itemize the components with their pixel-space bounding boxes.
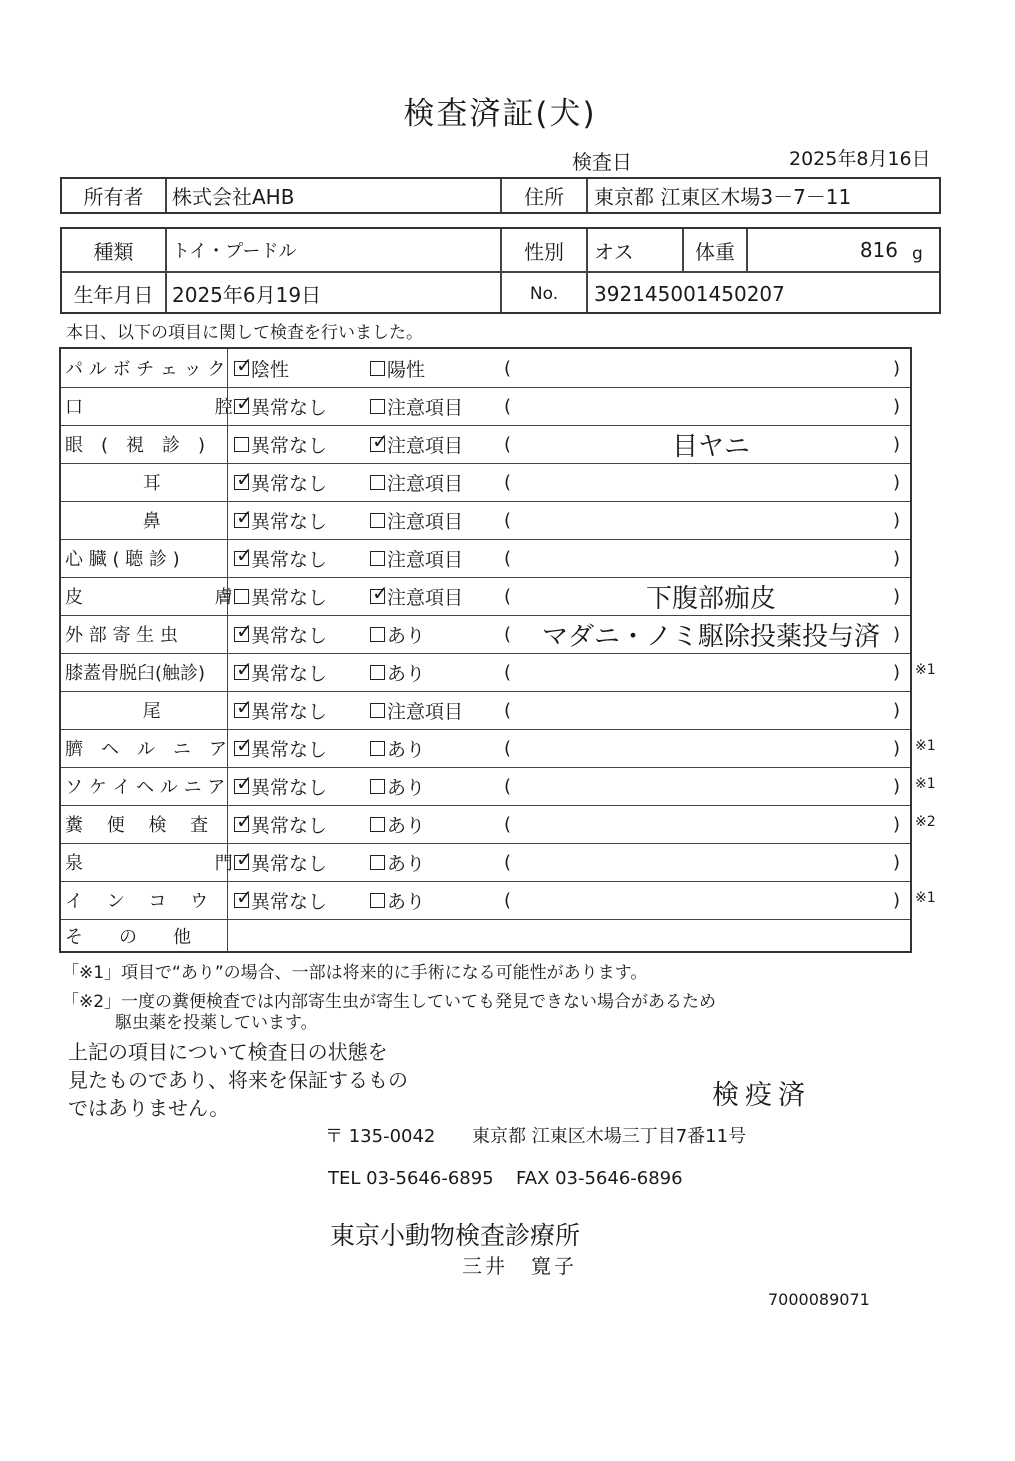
open-paren: ( [504,737,512,759]
exam-row [61,501,910,539]
exam-row [61,843,910,881]
exam-note [531,653,891,691]
exam-note [531,501,891,539]
option-normal[interactable]: ✓ 異常なし [236,504,328,533]
checkbox-icon[interactable] [370,513,385,528]
exam-note [531,463,891,501]
option-normal[interactable]: 異常なし [234,577,327,615]
exam-row [61,805,910,843]
close-paren: ) [893,509,901,531]
checkbox-icon[interactable] [234,770,253,795]
owner-box [60,177,941,214]
checkbox-icon[interactable] [370,703,385,718]
close-paren: ) [893,661,901,683]
close-paren: ) [893,433,901,455]
option-normal[interactable]: ✓ 異常なし [236,656,328,685]
checkbox-icon[interactable] [370,627,385,642]
check-mark-icon: ✓ [236,542,253,567]
weight-value: 816 [859,238,898,262]
open-paren: ( [504,699,512,721]
exam-note [531,843,891,881]
exam-note [531,691,891,729]
birthdate-label: 生年月日 [73,283,154,307]
option-normal[interactable]: ✓ 異常なし [236,390,328,419]
clinic-name: 東京小動物検査診療所 [330,1221,581,1250]
close-paren: ) [893,813,901,835]
option-abnormal[interactable]: 陽性 [370,349,425,387]
exam-note: マダニ・ノミ駆除投薬投与済 [541,621,880,652]
reference-mark: ※1 [915,662,936,678]
close-paren: ) [893,395,901,417]
exam-table [59,347,912,953]
disclaimer-line: ではありません。 [68,1096,230,1120]
checkbox-icon[interactable] [370,817,385,832]
intro-text: 本日、以下の項目に関して検査を行いました。 [66,323,423,343]
close-paren: ) [893,775,901,797]
check-mark-icon: ✓ [236,504,253,529]
checkbox-icon[interactable] [234,390,253,415]
breed-label: 種類 [93,239,134,264]
check-mark-icon: ✓ [236,618,253,643]
exam-item-label: 口 腔 [65,397,233,418]
check-mark-icon: ✓ [236,770,253,795]
checkbox-icon[interactable] [370,361,385,376]
exam-row [61,653,910,691]
option-normal[interactable]: ✓ 異常なし [236,846,328,875]
exam-row [61,729,910,767]
close-paren: ) [893,889,901,911]
option-normal[interactable]: ✓ 異常なし [236,694,328,723]
checkbox-icon[interactable] [234,618,253,643]
exam-row [61,349,910,387]
checkbox-icon[interactable] [370,399,385,414]
option-abnormal[interactable]: 注意項目 [370,387,463,425]
option-normal[interactable]: ✓ 異常なし [236,884,328,913]
exam-item-label: 外 部 寄 生 虫 [65,625,178,646]
postal-code: 〒 135-0042 [325,1126,436,1147]
exam-item-label: 尾 [65,701,161,722]
open-paren: ( [504,433,512,455]
exam-note [531,805,891,843]
footnote-2-line2: 駆虫薬を投薬しています。 [115,1013,318,1033]
checkbox-icon[interactable] [370,855,385,870]
check-mark-icon: ✓ [236,656,253,681]
exam-note [531,881,891,919]
exam-note [531,387,891,425]
checkbox-icon[interactable] [234,884,253,909]
pet-info-box [60,227,941,314]
checkbox-icon[interactable] [370,428,389,453]
check-mark-icon: ✓ [236,846,253,871]
weight-unit: g [912,244,923,264]
tel: TEL 03-5646-6895 [328,1168,494,1189]
close-paren: ) [893,851,901,873]
open-paren: ( [504,661,512,683]
checkbox-icon[interactable] [234,504,253,529]
checkbox-icon[interactable] [370,580,389,605]
checkbox-icon[interactable] [234,437,249,452]
option-abnormal[interactable]: あり [370,615,425,653]
option-abnormal[interactable]: あり [370,767,425,805]
exam-item-label: ソ ケ イ ヘ ル ニ ア [65,777,226,798]
option-normal[interactable]: ✓ 異常なし [236,466,328,495]
checkbox-icon[interactable] [370,551,385,566]
other-label: そ の 他 [65,927,191,948]
check-mark-icon: ✓ [236,694,253,719]
checkbox-icon[interactable] [370,741,385,756]
close-paren: ) [893,699,901,721]
owner-label: 所有者 [83,185,144,209]
option-normal[interactable]: ✓ 異常なし [236,618,328,647]
exam-date-value: 2025年8月16日 [789,148,931,170]
checkbox-icon[interactable] [370,779,385,794]
breed-value: トイ・プードル [172,241,297,262]
exam-item-label: 泉 門 [65,853,233,874]
check-mark-icon: ✓ [236,466,253,491]
checkbox-icon[interactable] [234,656,253,681]
footnote-1: 「※1」項目で“あり”の場合、一部は将来的に手術になる可能性があります。 [62,963,648,983]
check-mark-icon: ✓ [236,884,253,909]
exam-item-label: 眼 ( 視 診 ) [65,435,206,456]
option-abnormal[interactable]: あり [370,881,425,919]
reference-mark: ※1 [915,890,936,906]
checkbox-icon[interactable] [234,694,253,719]
exam-row [61,615,910,653]
address-label: 住所 [524,185,564,209]
option-abnormal[interactable]: 注意項目 [370,691,463,729]
exam-row [61,577,910,615]
open-paren: ( [504,889,512,911]
sex-value: オス [594,239,634,264]
option-normal[interactable]: ✓ 異常なし [236,732,328,761]
close-paren: ) [893,737,901,759]
number-label: No. [529,283,559,304]
exam-row [61,539,910,577]
close-paren: ) [893,471,901,493]
reference-mark: ※2 [915,814,936,830]
document-title: 検査済証(犬) [403,96,597,132]
exam-row [61,463,910,501]
open-paren: ( [504,585,512,607]
doctor-name: 三井 寛子 [462,1254,577,1278]
exam-note [531,729,891,767]
check-mark-icon: ✓ [372,428,389,453]
exam-item-label: 皮 膚 [65,587,233,608]
check-mark-icon: ✓ [236,808,253,833]
exam-item-label: 臍 ヘ ル ニ ア [65,739,227,760]
open-paren: ( [504,813,512,835]
exam-note: 目ヤニ [671,431,750,462]
check-mark-icon: ✓ [236,352,253,377]
open-paren: ( [504,471,512,493]
option-abnormal[interactable]: 注意項目 [370,463,463,501]
exam-note [531,349,891,387]
open-paren: ( [504,357,512,379]
checkbox-icon[interactable] [234,732,253,757]
address-value: 東京都 江東区木場3－7－11 [594,185,852,209]
exam-item-label: 耳 [65,473,161,494]
option-abnormal[interactable]: あり [370,843,425,881]
open-paren: ( [504,851,512,873]
checkbox-icon[interactable] [370,893,385,908]
open-paren: ( [504,509,512,531]
checkbox-icon[interactable] [234,466,253,491]
open-paren: ( [504,775,512,797]
checkbox-icon[interactable] [234,352,253,377]
open-paren: ( [504,623,512,645]
serial-number: 7000089071 [768,1290,870,1309]
checkbox-icon[interactable] [234,589,249,604]
clinic-address: 東京都 江東区木場三丁目7番11号 [472,1126,747,1147]
option-normal[interactable]: ✓ 陰性 [236,352,290,381]
exam-row [61,767,910,805]
option-normal[interactable]: ✓ 異常なし [236,770,328,799]
exam-item-label: 鼻 [65,511,161,532]
exam-item-label: パ ル ボ チ ェ ッ ク [65,359,226,380]
exam-note [531,539,891,577]
other-row [61,919,910,953]
option-abnormal[interactable]: ✓ 注意項目 [372,428,464,457]
exam-row [61,691,910,729]
checkbox-icon[interactable] [234,846,253,871]
checkbox-icon[interactable] [234,808,253,833]
check-mark-icon: ✓ [236,732,253,757]
option-abnormal[interactable]: あり [370,653,425,691]
fax: FAX 03-5646-6896 [516,1168,683,1189]
checkbox-icon[interactable] [234,542,253,567]
option-abnormal[interactable]: 注意項目 [370,501,463,539]
close-paren: ) [893,623,901,645]
checkbox-icon[interactable] [370,665,385,680]
weight-label: 体重 [695,239,735,264]
exam-date-label: 検査日 [572,150,632,174]
owner-value: 株式会社AHB [172,185,295,209]
exam-item-label: 膝蓋骨脱臼(触診) [65,663,206,684]
exam-item-label: 心 臓 ( 聴 診 ) [65,549,180,570]
birthdate-value: 2025年6月19日 [172,283,322,307]
quarantine-stamp: 検疫済 [712,1080,811,1111]
exam-note [531,767,891,805]
exam-row [61,881,910,919]
option-normal[interactable]: ✓ 異常なし [236,808,328,837]
option-abnormal[interactable]: ✓ 注意項目 [372,580,464,609]
exam-row [61,425,910,463]
reference-mark: ※1 [915,776,936,792]
option-abnormal[interactable]: あり [370,805,425,843]
exam-item-label: イ ン コ ウ [65,891,209,912]
option-normal[interactable]: 異常なし [234,425,327,463]
exam-note: 下腹部痂皮 [645,583,776,614]
exam-row [61,387,910,425]
check-mark-icon: ✓ [236,390,253,415]
exam-item-label: 糞 便 検 査 [65,815,209,836]
open-paren: ( [504,395,512,417]
option-abnormal[interactable]: 注意項目 [370,539,463,577]
close-paren: ) [893,547,901,569]
open-paren: ( [504,547,512,569]
sex-label: 性別 [524,239,564,264]
reference-mark: ※1 [915,738,936,754]
number-value: 392145001450207 [594,281,785,306]
close-paren: ) [893,585,901,607]
checkbox-icon[interactable] [370,475,385,490]
check-mark-icon: ✓ [372,580,389,605]
disclaimer-line: 上記の項目について検査日の状態を [68,1040,388,1064]
disclaimer [68,1038,408,1122]
option-abnormal[interactable]: あり [370,729,425,767]
close-paren: ) [893,357,901,379]
footnote-2-line1: 「※2」一度の糞便検査では内部寄生虫が寄生していても発見できない場合があるため [62,992,717,1012]
option-normal[interactable]: ✓ 異常なし [236,542,328,571]
disclaimer-line: 見たものであり、将来を保証するもの [68,1068,408,1092]
